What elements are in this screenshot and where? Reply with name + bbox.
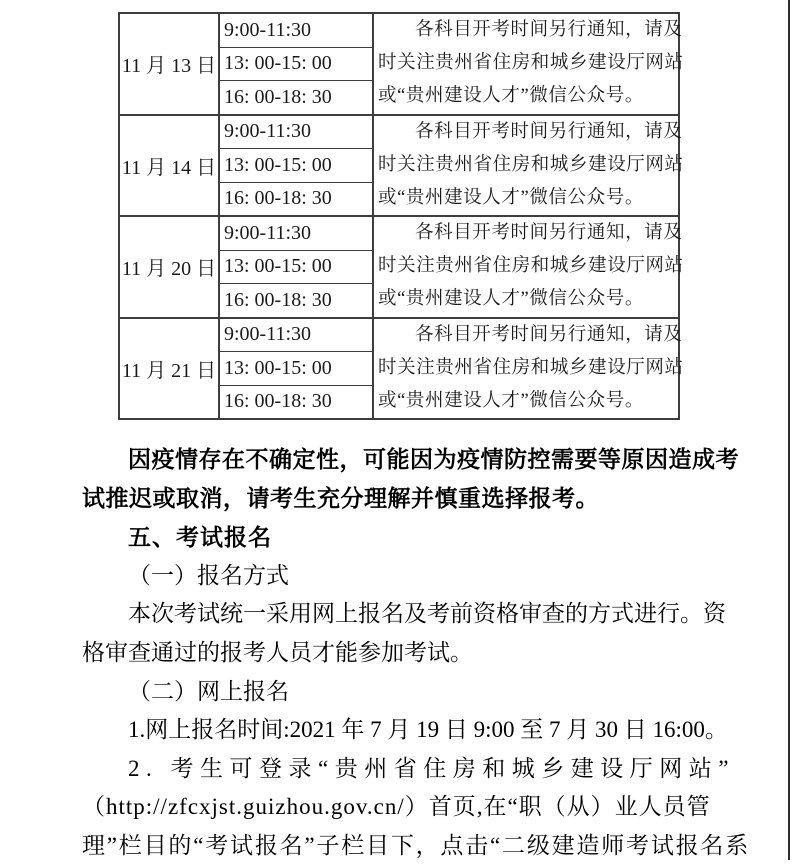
note-line: 各科目开考时间另行通知，请及 xyxy=(415,324,683,345)
time-slot-cell: 16: 00-18: 30 xyxy=(220,80,372,114)
registration-method-line-2: 格审查通过的报考人员才能参加考试。 xyxy=(82,639,473,665)
time-slot-cell: 16: 00-18: 30 xyxy=(220,283,372,317)
time-column xyxy=(220,217,374,317)
time-slot-cell: 9:00-11:30 xyxy=(224,120,312,143)
note-line: 各科目开考时间另行通知，请及 xyxy=(415,121,683,142)
time-slot-cell: 9:00-11:30 xyxy=(224,323,312,346)
note-cell xyxy=(374,116,684,216)
covid-notice-line-2: 试推迟或取消，请考生充分理解并慎重选择报考。 xyxy=(82,485,599,511)
note-line: 各科目开考时间另行通知，请及 xyxy=(415,20,683,41)
note-line: 时关注贵州省住房和城乡建设厅网站 xyxy=(378,357,684,378)
covid-notice-line-1: 因疫情存在不确定性，可能因为疫情防控需要等原因造成考 xyxy=(128,447,739,472)
registration-method-line-1: 本次考试统一采用网上报名及考前资格审查的方式进行。资 xyxy=(128,601,726,627)
schedule-row xyxy=(120,14,684,114)
time-column xyxy=(220,319,374,419)
date-cell: 11 月 21 日 xyxy=(120,319,220,419)
date-cell: 11 月 14 日 xyxy=(120,116,220,216)
date-cell: 11 月 20 日 xyxy=(120,217,220,317)
schedule-row xyxy=(120,317,684,419)
section-5-heading: 五、考试报名 xyxy=(128,524,272,551)
time-slot-cell: 9:00-11:30 xyxy=(224,221,312,244)
note-line: 或“贵州建设人才”微信公众号。 xyxy=(378,390,644,411)
login-line-2: （http://zfcxjst.guizhou.gov.cn/）首页,在“职（从）业人员管 xyxy=(82,794,711,820)
note-line: 时关注贵州省住房和城乡建设厅网站 xyxy=(378,53,684,74)
time-column xyxy=(220,14,374,114)
date-cell: 11 月 13 日 xyxy=(120,14,220,114)
page-right-border xyxy=(788,0,790,860)
note-line: 时关注贵州省住房和城乡建设厅网站 xyxy=(378,154,684,175)
time-slot-cell: 13: 00-15: 00 xyxy=(220,250,372,284)
time-slot-cell: 13: 00-15: 00 xyxy=(220,47,372,81)
schedule-row xyxy=(120,114,684,216)
schedule-row xyxy=(120,215,684,317)
time-slot-cell: 16: 00-18: 30 xyxy=(220,385,372,419)
note-line: 各科目开考时间另行通知，请及 xyxy=(415,223,683,244)
subsection-2-heading: （二）网上报名 xyxy=(128,678,289,704)
exam-schedule-table xyxy=(118,12,684,420)
time-slot-cell: 13: 00-15: 00 xyxy=(220,148,372,182)
note-line: 或“贵州建设人才”微信公众号。 xyxy=(378,86,644,107)
note-cell xyxy=(374,319,684,419)
time-slot-cell: 13: 00-15: 00 xyxy=(220,351,372,385)
online-time-line: 1.网上报名时间:2021 年 7 月 19 日 9:00 至 7 月 30 日 16:00。 xyxy=(128,717,728,743)
note-line: 或“贵州建设人才”微信公众号。 xyxy=(378,289,644,310)
login-line-1: 2. 考生可登录“贵州省住房和城乡建设厅网站” xyxy=(128,755,735,781)
note-cell xyxy=(374,14,684,114)
note-line: 或“贵州建设人才”微信公众号。 xyxy=(378,187,644,208)
body-text xyxy=(82,441,752,866)
login-line-3: 理”栏目的“考试报名”子栏目下，点击“二级建造师考试报名系 xyxy=(82,832,751,858)
time-slot-cell: 9:00-11:30 xyxy=(224,18,312,41)
note-line: 时关注贵州省住房和城乡建设厅网站 xyxy=(378,256,684,277)
time-column xyxy=(220,116,374,216)
subsection-1-heading: （一）报名方式 xyxy=(128,562,289,588)
note-cell xyxy=(374,217,684,317)
time-slot-cell: 16: 00-18: 30 xyxy=(220,182,372,216)
